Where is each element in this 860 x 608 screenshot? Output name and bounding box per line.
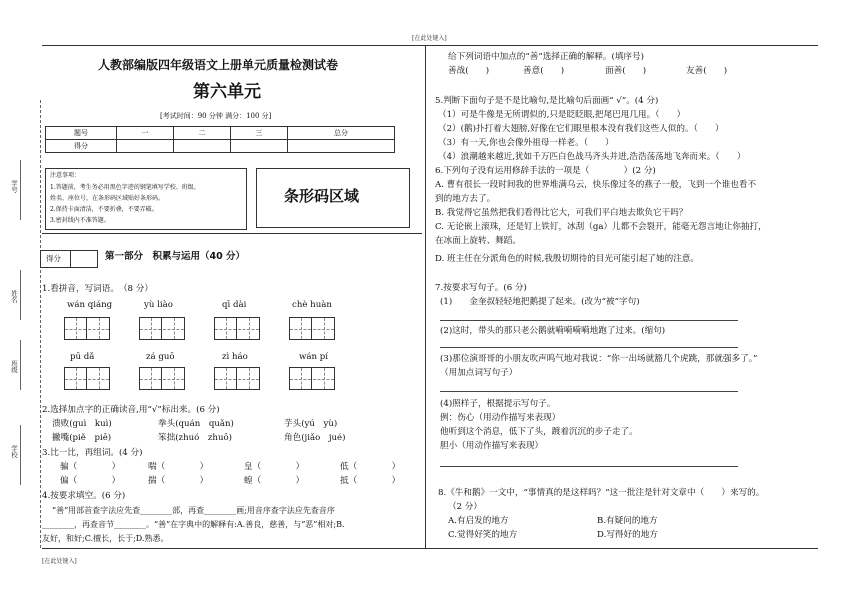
- notice-line: 3.密封线内不准答题。: [50, 217, 110, 224]
- q8-option[interactable]: A.有启发的地方: [448, 516, 509, 526]
- q2-item[interactable]: 笨拙(zhuó zhuō): [158, 433, 233, 443]
- pinyin: wán qiáng: [67, 300, 113, 310]
- side-label-school: 学校: [10, 445, 18, 458]
- q7-s4: 他听到这个消息，低下了头，踱着沉沉的步子走了。: [440, 427, 638, 437]
- q5-line[interactable]: （1）可是牛像是无所谓似的,只是眨眨眼,把尾巴甩几甩。（ ）: [438, 110, 686, 120]
- score-header: 一: [117, 127, 174, 140]
- pinyin: pū dǎ: [70, 352, 95, 362]
- q4-title: 4.按要求填空。(6 分): [42, 491, 126, 501]
- unit-title: 第六单元: [193, 82, 261, 102]
- q6-option[interactable]: B. 我觉得它虽然把我们看得比它大，可我们平白地去欺负它干吗？: [435, 208, 688, 218]
- q6-option[interactable]: A. 曹有很长一段时间我的世界堆满乌云，快乐像过冬的燕子一般，飞到一个谁也看不: [435, 180, 757, 190]
- pinyin: qī dài: [222, 300, 247, 310]
- q8-points: （2 分）: [448, 502, 482, 512]
- q7-s3-note: （用加点词写句子）: [440, 368, 518, 378]
- q4-cont-item[interactable]: 面善( ): [605, 66, 647, 76]
- column-divider: [425, 45, 426, 548]
- q3-item[interactable]: 骗（ ）: [60, 462, 121, 472]
- side-label-name: 姓名: [10, 290, 18, 303]
- q8-title: 8.《牛和鹅》一文中，“事情真的是这样吗？”这一批注是针对文章中（ ）来写的。: [438, 488, 765, 498]
- answer-grid[interactable]: [64, 367, 110, 390]
- footer-note: [在此处键入]: [42, 558, 77, 565]
- q8-option[interactable]: B.有疑问的地方: [597, 516, 658, 526]
- answer-grid[interactable]: [214, 367, 260, 390]
- q2-item[interactable]: 拳头(quán quǎn): [158, 419, 234, 429]
- score-header: 题号: [46, 127, 117, 140]
- q3-item[interactable]: 偏（ ）: [60, 476, 121, 486]
- score-cell[interactable]: [231, 140, 288, 153]
- q2-item[interactable]: 撇嘴(piě piē): [52, 433, 112, 443]
- notice-line: 1.答题前，考生务必用黑色字迹的钢笔填写学校、班级、: [50, 184, 200, 191]
- q5-title: 5.判断下面句子是不是比喻句,是比喻句后面画“ √”。(4 分): [435, 96, 659, 106]
- answer-grid[interactable]: [289, 367, 335, 390]
- q3-item[interactable]: 抵（ ）: [340, 476, 401, 486]
- exam-info: [考试时间：90 分钟 满分：100 分]: [160, 112, 272, 120]
- score-cell[interactable]: [174, 140, 231, 153]
- answer-line[interactable]: [440, 347, 738, 348]
- part1-title: 第一部分 积累与运用（40 分）: [105, 251, 246, 262]
- q4-cont-item[interactable]: 善战( ): [448, 66, 490, 76]
- answer-grid[interactable]: [64, 317, 110, 340]
- q2-title: 2.选择加点字的正确读音,用“√”标出来。(6 分): [42, 405, 220, 415]
- score-header: 总分: [288, 127, 395, 140]
- q6-option[interactable]: D. 班主任在分派角色的时候,我殷切期待的目光可能引起了她的注意。: [435, 254, 699, 264]
- q3-item[interactable]: 低（ ）: [340, 462, 401, 472]
- q4-cont-line: 给下列词语中加点的“善”选择正确的解释。(填序号): [448, 52, 644, 62]
- part1-score-label: 得分: [46, 254, 61, 263]
- header-note: [在此处键入]: [412, 35, 447, 42]
- score-cell[interactable]: [288, 140, 395, 153]
- q2-item[interactable]: 芋头(yú yù): [284, 419, 338, 429]
- q4-cont-item[interactable]: 善意( ): [523, 66, 565, 76]
- q4-line[interactable]: ________，再查音节________。“善”在字典中的解释有:A.善良，慈善，与“恶”相对;B.: [42, 520, 345, 529]
- notice-title: 注意事项：: [50, 172, 81, 179]
- q6-option-cont: 到的地方去了。: [435, 194, 496, 204]
- seal-line: [40, 100, 42, 548]
- q8-option[interactable]: D.写得好的地方: [597, 530, 658, 540]
- q2-item[interactable]: 溃败(guì kuì): [52, 419, 112, 429]
- q1-title: 1.看拼音，写词语。 （8 分）: [42, 284, 153, 294]
- pinyin: yù liào: [144, 300, 173, 310]
- side-label-student-id: 学号: [10, 180, 18, 193]
- q6-option[interactable]: C. 无论嵌上滚珠，还是钉上铁钉，冰刮（ga）儿都不会裂开，能毫无怨言地让你抽打，: [435, 222, 767, 232]
- pinyin: zì háo: [222, 352, 248, 362]
- notice-line: 姓名、座位号，在条形码区域贴好条形码。: [50, 195, 165, 202]
- barcode-label: 条形码区域: [284, 187, 360, 205]
- score-header: 三: [231, 127, 288, 140]
- q7-s4: 例：伤心（用动作描写来表现）: [440, 413, 561, 423]
- exam-title: 人教部编版四年级语文上册单元质量检测试卷: [98, 58, 339, 72]
- pinyin: wán pí: [299, 352, 328, 362]
- q5-line[interactable]: （3）有一天,你也会像外祖母一样老。（ ）: [438, 138, 614, 148]
- score-table: [45, 126, 395, 153]
- pinyin: zá guō: [146, 352, 175, 362]
- score-header: 二: [174, 127, 231, 140]
- q7-s4: (4)照样子，根据提示写句子。: [440, 399, 556, 409]
- answer-line[interactable]: [440, 466, 738, 467]
- q5-line[interactable]: （2）(鹅)扑打着大翅膀,好像在它们眼里根本没有我们这些人似的。（ ）: [438, 124, 724, 134]
- q7-s1: (1) 金奎叔轻轻地把鹅提了起来。(改为“被”字句): [440, 297, 640, 307]
- section-rule: [42, 233, 422, 234]
- answer-line[interactable]: [440, 320, 738, 321]
- answer-grid[interactable]: [289, 317, 335, 340]
- q4-cont-item[interactable]: 友善( ): [686, 66, 728, 76]
- q6-option-cont: 在冰面上旋转、舞蹈。: [435, 236, 521, 246]
- side-label-class: 班级: [10, 360, 18, 373]
- answer-grid[interactable]: [139, 367, 185, 390]
- q4-line: 友好，和好;C.擅长，长于;D.熟悉。: [42, 534, 169, 543]
- q3-item[interactable]: 喘（ ）: [148, 462, 209, 472]
- answer-line[interactable]: [440, 391, 738, 392]
- q4-line[interactable]: “善”用部首查字法应先查________部，再查________画;用音序查字法应先查音序: [52, 506, 335, 515]
- footer-rule: [42, 548, 818, 549]
- q8-option[interactable]: C.觉得好笑的地方: [448, 530, 518, 540]
- answer-grid[interactable]: [139, 317, 185, 340]
- q7-s4: 胆小（用动作描写来表现）: [440, 441, 544, 451]
- q3-title: 3.比一比，再组词。(4 分): [42, 448, 143, 458]
- q5-line[interactable]: （4）浪潮越来越近,犹如千万匹白色战马齐头并进,浩浩荡荡地飞奔而来。（ ）: [438, 152, 746, 162]
- q7-s2: (2)这时，带头的那只老公鹅就嗬嗬嗬嗬地跑了过来。(缩句): [440, 326, 666, 336]
- header-rule: [42, 45, 818, 46]
- pinyin: chè huàn: [292, 300, 332, 310]
- notice-line: 2.保持卡面清洁，不要折叠，不要弄破。: [50, 206, 158, 213]
- q3-item[interactable]: 揣（ ）: [148, 476, 209, 486]
- q6-title: 6.下列句子没有运用修辞手法的一项是（ ）(2 分): [435, 166, 656, 176]
- score-row-label: 得分: [46, 140, 117, 153]
- q7-title: 7.按要求写句子。(6 分): [435, 283, 527, 293]
- score-cell[interactable]: [117, 140, 174, 153]
- q7-s3: (3)那位演哥哥的小朋友吹声呜气地对我说：“你一出场就豁几个虎跳，那就强多了。”: [440, 354, 758, 364]
- q2-item[interactable]: 角色(jiǎo jué): [284, 433, 346, 443]
- q3-item[interactable]: 皇（ ）: [244, 462, 305, 472]
- answer-grid[interactable]: [214, 317, 260, 340]
- q3-item[interactable]: 蝗（ ）: [244, 476, 305, 486]
